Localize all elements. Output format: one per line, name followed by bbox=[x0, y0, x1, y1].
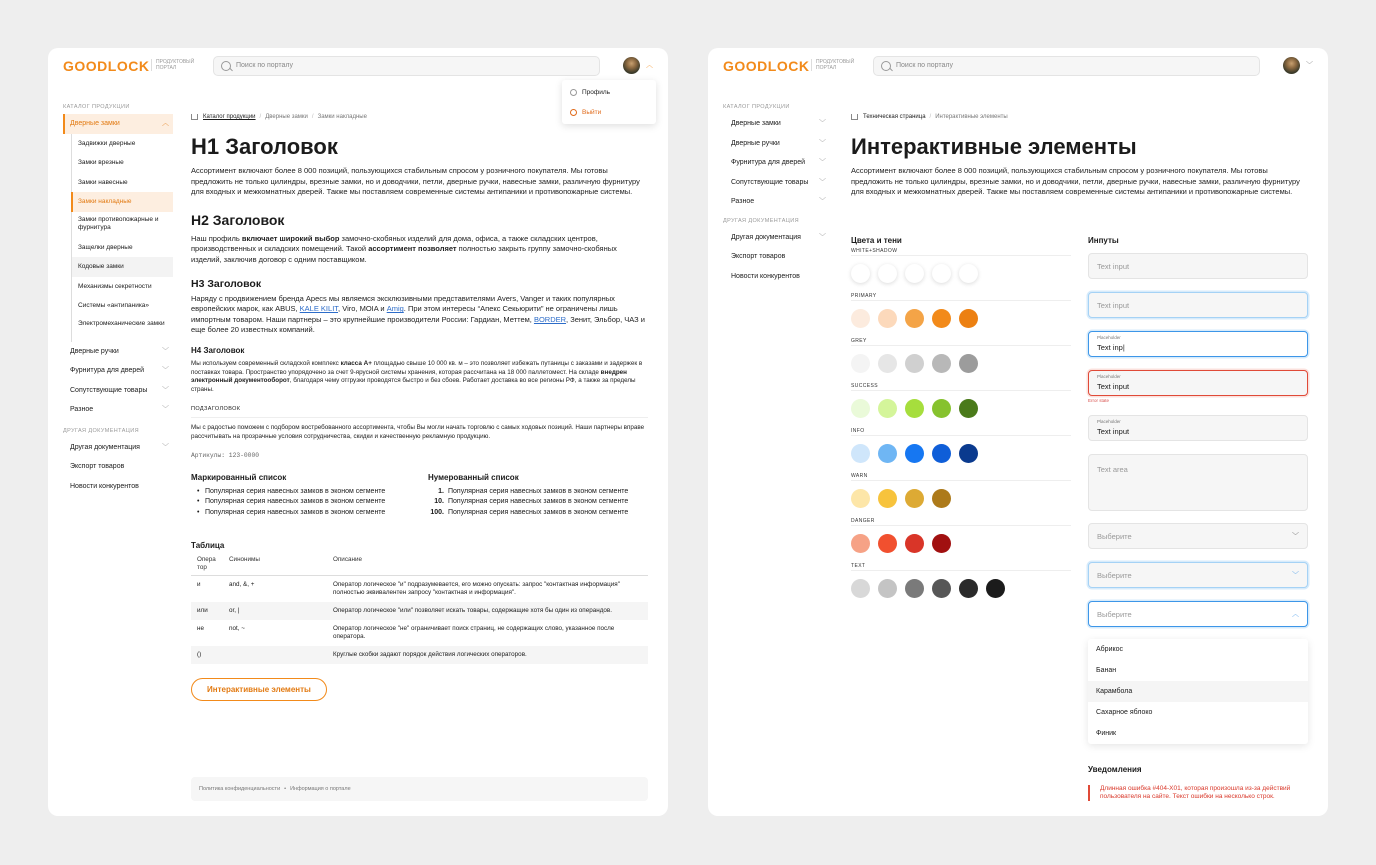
color-group bbox=[851, 338, 1071, 383]
sidebar-item[interactable]: Дверные замки ﹀ bbox=[723, 114, 830, 134]
color-swatch bbox=[851, 309, 870, 328]
sidebar-category: ДРУГАЯ ДОКУМЕНТАЦИЯ bbox=[63, 427, 139, 434]
table-header: Синонимы bbox=[223, 553, 327, 576]
section-title: Уведомления bbox=[1088, 765, 1142, 774]
text-input-error[interactable]: Placeholder Text input bbox=[1088, 370, 1308, 396]
sidebar-item[interactable]: Новости конкурентов bbox=[70, 482, 139, 490]
color-swatch bbox=[851, 264, 870, 283]
sidebar-subitem[interactable]: Замки противопожарные и фурнитура bbox=[78, 215, 159, 231]
color-group-label: GREY bbox=[851, 338, 1071, 346]
color-group bbox=[851, 563, 1071, 608]
color-swatch bbox=[932, 489, 951, 508]
color-group bbox=[851, 473, 1071, 518]
paragraph-small: Мы с радостью поможем с подбором востребованного ассортимента, чтобы Вы могли начать торговлю с самых ходовых позиций. Наши партнеры вправе рассчитывать на прозрачные условия сотрудничества, скидки и качественную рекламную продукцию. bbox=[191, 424, 645, 440]
typography-page bbox=[48, 48, 668, 816]
select-option[interactable]: Сахарное яблоко bbox=[1096, 709, 1153, 716]
chevron-up-icon[interactable]: ︿ bbox=[646, 62, 653, 69]
sidebar-item[interactable]: Экспорт товаров bbox=[70, 463, 125, 470]
logo[interactable]: GOODLOCK bbox=[63, 58, 150, 74]
footer-link[interactable]: Политика конфиденциальности bbox=[199, 786, 281, 792]
header bbox=[708, 48, 1328, 84]
color-swatch bbox=[932, 309, 951, 328]
article-code: Артикулы: 123-0000 bbox=[191, 451, 260, 459]
color-swatch bbox=[932, 264, 951, 283]
interactive-elements-button[interactable]: Интерактивные элементы bbox=[191, 678, 327, 701]
table-row: () Круглые скобки задают порядок действия логических операторов. bbox=[191, 646, 648, 664]
color-swatch bbox=[878, 534, 897, 553]
page-title: Интерактивные элементы bbox=[851, 134, 1137, 159]
breadcrumb: Техническая страница / Интерактивные элементы bbox=[851, 110, 1311, 124]
chevron-up-icon: ︿ bbox=[162, 120, 169, 127]
subheading: ПОДЗАГОЛОВОК bbox=[191, 406, 648, 418]
color-swatch bbox=[905, 399, 924, 418]
text-input-hover[interactable]: Text input bbox=[1088, 292, 1308, 318]
breadcrumb-link[interactable]: Каталог продукции bbox=[203, 114, 256, 120]
color-swatch bbox=[959, 309, 978, 328]
sidebar-item[interactable]: Фурнитура для дверей ﹀ bbox=[723, 153, 830, 173]
color-swatch bbox=[959, 354, 978, 373]
sidebar bbox=[723, 100, 830, 286]
select-option[interactable]: Банан bbox=[1096, 667, 1117, 674]
section-title: Цвета и тени bbox=[851, 236, 902, 245]
color-group bbox=[851, 293, 1071, 338]
color-group-label: WARN bbox=[851, 473, 1071, 481]
notifications-section bbox=[1088, 765, 1308, 801]
color-swatch bbox=[878, 444, 897, 463]
chevron-down-icon: ﹀ bbox=[819, 120, 826, 127]
avatar[interactable] bbox=[1283, 57, 1300, 74]
sidebar-subitem[interactable]: Задвижки дверные bbox=[78, 139, 136, 147]
color-swatch bbox=[851, 579, 870, 598]
color-group-label: TEXT bbox=[851, 563, 1071, 571]
heading-h4: H4 Заголовок bbox=[191, 345, 245, 355]
chevron-down-icon: ﹀ bbox=[162, 367, 169, 374]
main-content bbox=[191, 110, 648, 701]
search-input[interactable] bbox=[213, 56, 600, 76]
avatar[interactable] bbox=[623, 57, 640, 74]
breadcrumb-current: Интерактивные элементы bbox=[935, 114, 1008, 120]
table-row: не not, ~ Оператор логическое "не" ограничивает поиск страниц, не содержащих слово, указанное после оператора. bbox=[197, 624, 615, 640]
color-group-label: WHITE+SHADOW bbox=[851, 248, 1071, 256]
search-icon bbox=[881, 61, 891, 71]
chevron-down-icon: ﹀ bbox=[819, 159, 826, 166]
sidebar-submenu bbox=[71, 134, 173, 342]
heading-h3: H3 Заголовок bbox=[191, 277, 262, 290]
sidebar-subitem[interactable]: Замки навесные bbox=[78, 178, 128, 186]
chevron-down-icon: ﹀ bbox=[162, 347, 169, 355]
color-swatch bbox=[905, 579, 924, 598]
chevron-down-icon: ﹀ bbox=[162, 406, 169, 413]
table-row: или or, | Оператор логическое "или" позволяет искать товары, содержащие хотя бы один из операндов. bbox=[191, 602, 648, 620]
bullet-list bbox=[191, 473, 385, 519]
paragraph: Ассортимент включают более 8 000 позиций, пользующихся стабильным спросом у розничного покупателя. Мы готовы предложить не только цилиндры, врезные замки, но и доводчики, петли, дверные ручки, навесные замки, различную фурнитуру для входных и межкомнатных дверей. Также мы поставляем современные системы антипаники и противопожарные системы. bbox=[191, 166, 640, 197]
sidebar-item[interactable]: Другая документация ﹀ bbox=[63, 438, 173, 458]
select-option[interactable]: Абрикос bbox=[1096, 646, 1124, 653]
error-message: Error state bbox=[1088, 398, 1110, 403]
table-header: Опера тор bbox=[191, 553, 223, 576]
footer-link[interactable]: Информация о портале bbox=[290, 786, 351, 792]
menu-item-profile[interactable]: Профиль bbox=[570, 86, 610, 98]
color-group-label: PRIMARY bbox=[851, 293, 1071, 301]
sidebar-category: КАТАЛОГ ПРОДУКЦИИ bbox=[723, 104, 790, 110]
color-swatch bbox=[851, 399, 870, 418]
footer: Политика конфиденциальности • Информация о портале bbox=[191, 777, 648, 801]
breadcrumb-current: Замки накладные bbox=[317, 114, 367, 120]
list-title: Маркированный список bbox=[191, 472, 287, 482]
text-input-filled[interactable]: Placeholder Text input bbox=[1088, 415, 1308, 441]
sidebar-item[interactable]: Фурнитура для дверей ﹀ bbox=[63, 361, 173, 381]
color-swatch bbox=[851, 444, 870, 463]
inputs-section bbox=[1088, 236, 1308, 737]
color-group bbox=[851, 248, 1071, 293]
color-swatch bbox=[878, 399, 897, 418]
color-swatch bbox=[932, 579, 951, 598]
color-swatch bbox=[959, 264, 978, 283]
color-swatch bbox=[959, 444, 978, 463]
colors-section bbox=[851, 236, 1071, 608]
select[interactable]: Выберите ﹀ bbox=[1088, 523, 1308, 549]
color-swatch bbox=[932, 354, 951, 373]
breadcrumb-item[interactable]: Техническая страница bbox=[863, 114, 926, 120]
link[interactable]: KALE KILIT bbox=[299, 304, 339, 314]
table-header: Описание bbox=[327, 553, 648, 576]
chevron-down-icon: ﹀ bbox=[162, 443, 169, 451]
sidebar bbox=[63, 100, 173, 496]
chevron-down-icon: ﹀ bbox=[1292, 533, 1299, 540]
list-item: • Популярная серия навесных замков в эконом сегменте bbox=[191, 508, 385, 519]
search-placeholder: Поиск по порталу bbox=[896, 62, 953, 69]
main-content bbox=[851, 110, 1311, 198]
color-swatch bbox=[851, 534, 870, 553]
link[interactable]: BORDER bbox=[533, 314, 567, 324]
paragraph: Ассортимент включают более 8 000 позиций, пользующихся стабильным спросом у розничного покупателя. Мы готовы предложить не только цилиндры, врезные замки, но и доводчики, петли, дверные ручки, навесные замки, различную фурнитуру для входных и межкомнатных дверей. Также мы поставляем современные системы антипаники и противопожарные системы. bbox=[851, 166, 1300, 197]
search-input[interactable] bbox=[873, 56, 1260, 76]
chevron-down-icon: ﹀ bbox=[819, 233, 826, 241]
sidebar-item[interactable]: Разное ﹀ bbox=[723, 192, 830, 212]
list-item: 10. Популярная серия навесных замков в эконом сегменте bbox=[434, 498, 629, 506]
lists bbox=[191, 473, 648, 533]
text-area[interactable]: Text area bbox=[1088, 454, 1308, 511]
color-swatch bbox=[851, 354, 870, 373]
breadcrumb-item[interactable]: Дверные замки bbox=[265, 114, 308, 120]
select-options bbox=[1088, 639, 1308, 744]
menu-item-exit[interactable]: Выйти bbox=[570, 106, 601, 118]
heading-h2: H2 Заголовок bbox=[191, 211, 285, 228]
table-row: и and, &, + Оператор логическое "и" подразумевается, его можно опускать: запрос "контактная информация" полностью эквивалентен запросу "контактная и информация". bbox=[197, 580, 620, 596]
select-option[interactable]: Финик bbox=[1096, 730, 1117, 737]
home-icon[interactable] bbox=[191, 114, 198, 120]
breadcrumb: Каталог продукции / Дверные замки / Замки накладные bbox=[191, 110, 648, 124]
color-group-label: DANGER bbox=[851, 518, 1071, 526]
color-swatch bbox=[905, 309, 924, 328]
color-swatch bbox=[932, 444, 951, 463]
text-input[interactable]: Text input bbox=[1088, 253, 1308, 279]
sidebar-subitem[interactable]: Электромеханические замки bbox=[78, 319, 165, 327]
sidebar-item[interactable]: Экспорт товаров bbox=[731, 253, 786, 260]
color-swatch bbox=[851, 489, 870, 508]
sidebar-item[interactable]: Дверные ручки ﹀ bbox=[723, 134, 830, 154]
logo[interactable]: GOODLOCK bbox=[723, 58, 810, 74]
color-swatch bbox=[959, 579, 978, 598]
color-swatch bbox=[986, 579, 1005, 598]
sidebar-item[interactable]: Другая документация ﹀ bbox=[723, 228, 830, 248]
sidebar-subitem[interactable]: Системы «антипаника» bbox=[78, 302, 150, 309]
color-group bbox=[851, 428, 1071, 473]
color-swatch bbox=[878, 264, 897, 283]
color-swatch bbox=[905, 534, 924, 553]
chevron-down-icon: ﹀ bbox=[819, 178, 826, 186]
chevron-down-icon[interactable]: ﹀ bbox=[1306, 62, 1313, 69]
sidebar-category: КАТАЛОГ ПРОДУКЦИИ bbox=[63, 104, 130, 110]
sidebar-subitem[interactable]: Механизмы секретности bbox=[78, 282, 152, 290]
color-group-label: SUCCESS bbox=[851, 383, 1071, 391]
list-item: 100. Популярная серия навесных замков в эконом сегменте bbox=[430, 508, 629, 516]
sidebar-category: ДРУГАЯ ДОКУМЕНТАЦИЯ bbox=[723, 217, 799, 224]
color-swatch bbox=[905, 489, 924, 508]
text-input-focused[interactable]: Placeholder Text inp| bbox=[1088, 331, 1308, 357]
color-group bbox=[851, 383, 1071, 428]
color-swatch bbox=[905, 444, 924, 463]
color-swatch bbox=[932, 399, 951, 418]
paragraph: Наряду с продвижением бренда Apecs мы являемся эксклюзивными представителями Avers, Vanger и таких популярных европейских марок, как ABUS, KALE KILIT, Viro, MOIA и Amig. При этом интересы “Апекс Секьюрити” не ограничены лишь импортным товаром. Наши партнеры – это крупнейшие производители России: Гардиан, Меттем, BORDER, Зенит, Эльбор, ЧАЗ и еще более 20 известных компаний. bbox=[191, 293, 645, 335]
list-item: 1. Популярная серия навесных замков в эконом сегменте bbox=[438, 487, 629, 495]
list-title: Нумерованный список bbox=[428, 472, 519, 482]
color-group bbox=[851, 518, 1071, 563]
sidebar-subitem[interactable]: Защелки дверные bbox=[78, 243, 133, 251]
header bbox=[48, 48, 668, 84]
sidebar-item[interactable]: Разное ﹀ bbox=[63, 400, 173, 420]
paragraph-small: Мы используем современный складской комплекс класса А+ площадью свыше 10 000 кв. м – это позволяет избежать путаницы с заказами и задержек в поставках товара. Пространство упорядочено за счет 9-ярусной системы хранения, которая рассчитана на 18 000 паллетомест. На складе внедрен электронный документооборот, благодаря чему отгрузки проводятся быстро и без сбоев. Работает доставка во все регионы РФ, а также за пределы страны. bbox=[191, 359, 643, 393]
list-item: • Популярная серия навесных замков в эконом сегменте bbox=[191, 497, 385, 508]
user-icon bbox=[570, 89, 577, 96]
color-swatch bbox=[878, 489, 897, 508]
select-option-highlighted[interactable]: Карамбола bbox=[1088, 681, 1308, 702]
sidebar-subitem[interactable]: Замки врезные bbox=[78, 159, 124, 166]
search-placeholder: Поиск по порталу bbox=[236, 62, 293, 69]
chevron-down-icon: ﹀ bbox=[162, 386, 169, 394]
error-notification: Длинная ошибка #404-X01, которая произошла из-за действий пользователя на сайте. Текст ошибки на несколько строк. bbox=[1088, 785, 1298, 801]
sidebar-item[interactable]: Сопутствующие товары ﹀ bbox=[63, 381, 173, 401]
sidebar-item-door-locks[interactable]: Дверные замки ︿ bbox=[63, 114, 173, 134]
color-group-label: INFO bbox=[851, 428, 1071, 436]
chevron-down-icon: ﹀ bbox=[819, 198, 826, 205]
sidebar-item[interactable]: Дверные ручки ﹀ bbox=[63, 342, 173, 362]
sidebar-item[interactable]: Сопутствующие товары ﹀ bbox=[723, 173, 830, 193]
search-icon bbox=[221, 61, 231, 71]
chevron-down-icon: ﹀ bbox=[1292, 572, 1299, 579]
sidebar-item[interactable]: Новости конкурентов bbox=[731, 272, 800, 280]
table-title: Таблица bbox=[191, 540, 225, 550]
chevron-up-icon: ︿ bbox=[1292, 611, 1299, 618]
home-icon[interactable] bbox=[851, 114, 858, 120]
link[interactable]: Amig bbox=[386, 304, 404, 314]
color-groups bbox=[851, 248, 1071, 608]
select-open[interactable]: Выберите ︿ bbox=[1088, 601, 1308, 627]
color-swatch bbox=[932, 534, 951, 553]
color-swatch bbox=[878, 579, 897, 598]
color-swatch bbox=[905, 264, 924, 283]
color-swatch bbox=[905, 354, 924, 373]
color-swatch bbox=[878, 309, 897, 328]
section-title: Инпуты bbox=[1088, 236, 1119, 245]
list-item: • Популярная серия навесных замков в эконом сегменте bbox=[191, 487, 385, 498]
logo-subtitle: ПРОДУКТОВЫЙ ПОРТАЛ bbox=[151, 59, 211, 71]
chevron-down-icon: ﹀ bbox=[819, 139, 826, 147]
color-swatch bbox=[878, 354, 897, 373]
page-title: H1 Заголовок bbox=[191, 134, 338, 159]
sidebar-subitem-selected[interactable]: Замки накладные bbox=[71, 192, 173, 212]
paragraph: Наш профиль включает широкий выбор замочно-скобяных изделий для дома, офиса, а также складских центров, производственных и складских помещений. Такой ассортимент позволяет полностью закрыть группу замочно-скобяных изделий, заключив договор с одним поставщиком. bbox=[191, 233, 617, 264]
color-swatch bbox=[959, 399, 978, 418]
operators-table bbox=[191, 553, 648, 664]
logo-subtitle: ПРОДУКТОВЫЙ ПОРТАЛ bbox=[811, 59, 871, 71]
interactive-elements-page bbox=[708, 48, 1328, 816]
numbered-list bbox=[428, 473, 628, 519]
select-hover[interactable]: Выберите ﹀ bbox=[1088, 562, 1308, 588]
sidebar-subitem-hover[interactable]: Кодовые замки bbox=[72, 257, 173, 277]
